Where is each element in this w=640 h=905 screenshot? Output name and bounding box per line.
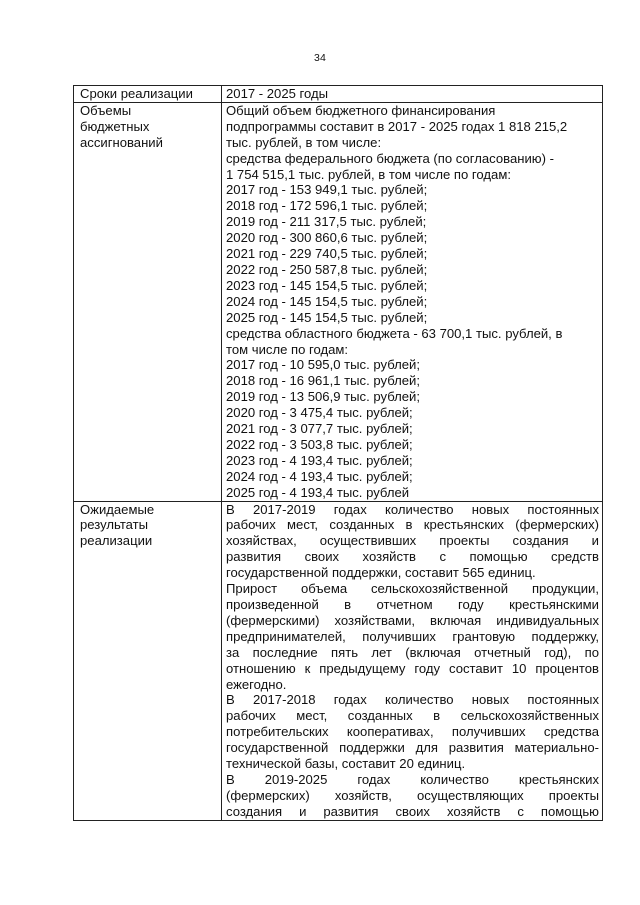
results-text-line: ежегодно. bbox=[226, 676, 287, 692]
row-label: бюджетных bbox=[80, 118, 150, 134]
budget-text-line: средства федерального бюджета (по согласованию) - bbox=[226, 150, 554, 166]
federal-year-line: 2020 год - 300 860,6 тыс. рублей; bbox=[226, 230, 428, 246]
row-label: реализации bbox=[80, 533, 153, 549]
results-text-line: (фермерских) хозяйств, осуществляющих проекты bbox=[226, 787, 599, 803]
table-row-budget-allocations bbox=[74, 102, 603, 501]
results-paragraph bbox=[226, 772, 599, 820]
regional-year-line: 2017 год - 10 595,0 тыс. рублей; bbox=[226, 357, 420, 373]
federal-year-line: 2021 год - 229 740,5 тыс. рублей; bbox=[226, 246, 428, 262]
table-row-expected-results bbox=[74, 501, 603, 820]
page-number: 34 bbox=[313, 52, 327, 64]
regional-year-line: 2025 год - 4 193,4 тыс. рублей bbox=[226, 484, 410, 500]
budget-text-line: средства областного бюджета - 63 700,1 тыс. рублей, в bbox=[226, 325, 563, 341]
results-text-line: хозяйствах, осуществивших проекты создания и bbox=[226, 533, 599, 549]
results-text-line: рабочих мест, созданных в сельскохозяйственных bbox=[226, 708, 599, 724]
regional-year-line: 2018 год - 16 961,1 тыс. рублей; bbox=[226, 373, 420, 389]
row-label: ассигнований bbox=[80, 134, 163, 150]
results-text-line: произведенной в отчетном году крестьянскими bbox=[226, 597, 599, 612]
budget-text-line: подпрограммы составит в 2017 - 2025 годах 1 818 215,2 bbox=[226, 118, 568, 134]
regional-year-line: 2021 год - 3 077,7 тыс. рублей; bbox=[226, 421, 413, 437]
federal-year-line: 2019 год - 211 317,5 тыс. рублей; bbox=[226, 214, 427, 230]
results-text-line: В 2017-2018 годах количество новых постоянных bbox=[226, 692, 599, 708]
row-label-cell bbox=[74, 86, 222, 103]
table-row-implementation-period bbox=[74, 86, 603, 103]
row-value-cell bbox=[222, 86, 603, 103]
results-text-line: государственной поддержки для развития материально- bbox=[226, 740, 599, 756]
results-text-line: (фермерскими) хозяйствами, включая индивидуальных bbox=[226, 612, 599, 628]
row-label: результаты bbox=[80, 517, 149, 533]
federal-year-line: 2025 год - 145 154,5 тыс. рублей; bbox=[226, 309, 428, 325]
regional-year-line: 2024 год - 4 193,4 тыс. рублей; bbox=[226, 468, 413, 484]
row-value: 2017 - 2025 годы bbox=[226, 86, 329, 101]
federal-year-line: 2018 год - 172 596,1 тыс. рублей; bbox=[226, 198, 428, 214]
results-text-line: предпринимателей, получивших грантовую поддержку, bbox=[226, 628, 599, 644]
results-paragraph bbox=[226, 692, 599, 772]
regional-year-line: 2019 год - 13 506,9 тыс. рублей; bbox=[226, 389, 420, 405]
federal-year-line: 2023 год - 145 154,5 тыс. рублей; bbox=[226, 277, 428, 293]
results-text-line: за последние пять лет (включая отчетный год), по bbox=[226, 644, 599, 660]
results-text-line: государственной поддержки, составит 565 единиц. bbox=[226, 565, 536, 581]
budget-text-line: 1 754 515,1 тыс. рублей, в том числе по годам: bbox=[226, 166, 511, 182]
results-paragraph bbox=[226, 581, 599, 692]
budget-text-line: том числе по годам: bbox=[226, 341, 349, 357]
results-text-line: В 2019-2025 годах количество крестьянских bbox=[226, 771, 599, 787]
results-paragraph bbox=[226, 502, 599, 582]
regional-year-line: 2023 год - 4 193,4 тыс. рублей; bbox=[226, 452, 413, 468]
results-text-line: потребительских кооперативах, получивших средства bbox=[226, 724, 599, 740]
budget-text-line: тыс. рублей, в том числе: bbox=[226, 134, 382, 150]
row-label-cell bbox=[74, 501, 222, 820]
budget-text-line: Общий объем бюджетного финансирования bbox=[226, 102, 496, 118]
row-value-cell bbox=[222, 102, 603, 501]
row-label: Сроки реализации bbox=[80, 86, 193, 101]
results-text-line: Прирост объема сельскохозяйственной продукции, bbox=[226, 581, 599, 597]
results-text-line: развития своих хозяйств с помощью средств bbox=[226, 549, 599, 565]
results-text-line: технической базы, составит 20 единиц. bbox=[226, 756, 466, 772]
results-text-line: В 2017-2019 годах количество новых постоянных bbox=[226, 501, 599, 517]
row-value-cell bbox=[222, 501, 603, 820]
federal-year-line: 2022 год - 250 587,8 тыс. рублей; bbox=[226, 261, 428, 277]
results-text-line: рабочих мест, созданных в крестьянских (фермерских) bbox=[226, 517, 599, 533]
federal-year-line: 2017 год - 153 949,1 тыс. рублей; bbox=[226, 182, 428, 198]
results-text-line: создания и развития своих хозяйств с помощью bbox=[226, 803, 599, 819]
results-text-line: отношению к предыдущему году составит 10 процентов bbox=[226, 660, 599, 676]
row-label-cell bbox=[74, 102, 222, 501]
subprogram-passport-table bbox=[73, 85, 603, 821]
row-label: Ожидаемые bbox=[80, 501, 155, 517]
federal-year-line: 2024 год - 145 154,5 тыс. рублей; bbox=[226, 293, 428, 309]
row-label: Объемы bbox=[80, 102, 132, 118]
regional-year-line: 2020 год - 3 475,4 тыс. рублей; bbox=[226, 405, 413, 421]
regional-year-line: 2022 год - 3 503,8 тыс. рублей; bbox=[226, 436, 413, 452]
